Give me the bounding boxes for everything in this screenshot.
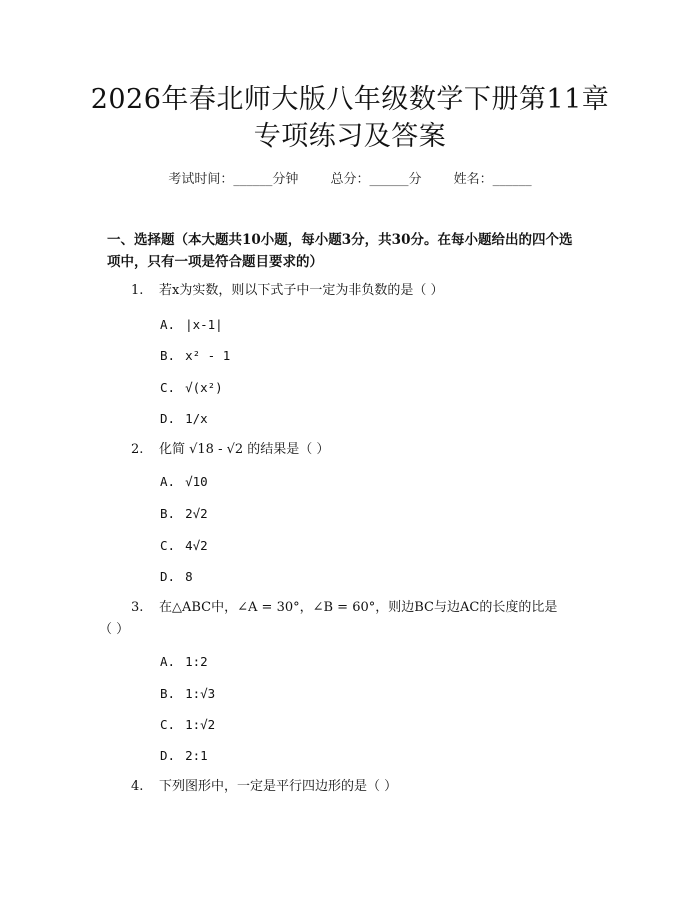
question-2 — [107, 439, 593, 461]
option-letter: A. — [160, 474, 176, 489]
option — [160, 716, 215, 734]
question-text: 若x为实数，则以下式子中一定为非负数的是（ ） — [159, 283, 444, 298]
option — [160, 347, 230, 365]
exam-time: 考试时间：______分钟 — [168, 172, 299, 187]
section-header-line2: 项中，只有一项是符合题目要求的） — [107, 254, 323, 270]
option-letter: C. — [160, 717, 176, 732]
section-header — [107, 229, 607, 273]
question-number: 4. — [131, 779, 144, 794]
question-4 — [107, 776, 593, 798]
option-letter: B. — [160, 686, 176, 701]
option-text: |x-1| — [185, 317, 223, 332]
question-number: 2. — [131, 442, 144, 457]
option-text: 1:√2 — [185, 717, 216, 732]
exam-info — [0, 168, 700, 187]
option-text: 2:1 — [185, 748, 208, 763]
option-letter: C. — [160, 538, 176, 553]
option-letter: B. — [160, 506, 176, 521]
option-letter: B. — [160, 348, 176, 363]
option-text: 1:2 — [185, 654, 208, 669]
option-text: 1:√3 — [185, 686, 216, 701]
question-1 — [107, 280, 593, 302]
question-text: 化简 √18 - √2 的结果是（ ） — [159, 442, 330, 457]
option-text: x² - 1 — [185, 348, 231, 363]
document-title-line2: 专项练习及答案 — [253, 121, 447, 152]
option — [160, 747, 208, 765]
exam-score: 总分：______分 — [330, 172, 422, 187]
document-title-line1: 2026年春北师大版八年级数学下册第11章 — [90, 84, 610, 115]
option-letter: A. — [160, 317, 176, 332]
option-letter: D. — [160, 411, 176, 426]
question-number: 1. — [131, 283, 144, 298]
option-letter: D. — [160, 569, 176, 584]
option-text: √(x²) — [185, 380, 223, 395]
option-text: 1/x — [185, 411, 208, 426]
option — [160, 379, 223, 397]
question-text-line1: 在△ABC中，∠A = 30°，∠B = 60°，则边BC与边AC的长度的比是 — [159, 600, 558, 615]
option — [160, 473, 208, 491]
option-text: 8 — [185, 569, 193, 584]
option-letter: C. — [160, 380, 176, 395]
section-header-line1: 一、选择题（本大题共10小题，每小题3分，共30分。在每小题给出的四个选 — [107, 232, 573, 248]
option — [160, 537, 208, 555]
option — [160, 505, 208, 523]
option — [160, 316, 223, 334]
option — [160, 568, 193, 586]
option — [160, 410, 208, 428]
option-text: 4√2 — [185, 538, 208, 553]
question-number: 3. — [131, 600, 144, 615]
option-letter: A. — [160, 654, 176, 669]
option — [160, 653, 208, 671]
option — [160, 685, 215, 703]
exam-name: 姓名：______ — [453, 172, 532, 187]
option-text: √10 — [185, 474, 208, 489]
option-text: 2√2 — [185, 506, 208, 521]
question-3 — [99, 597, 593, 641]
question-text-line2: （ ） — [99, 622, 130, 637]
option-letter: D. — [160, 748, 176, 763]
question-text: 下列图形中，一定是平行四边形的是（ ） — [159, 779, 398, 794]
